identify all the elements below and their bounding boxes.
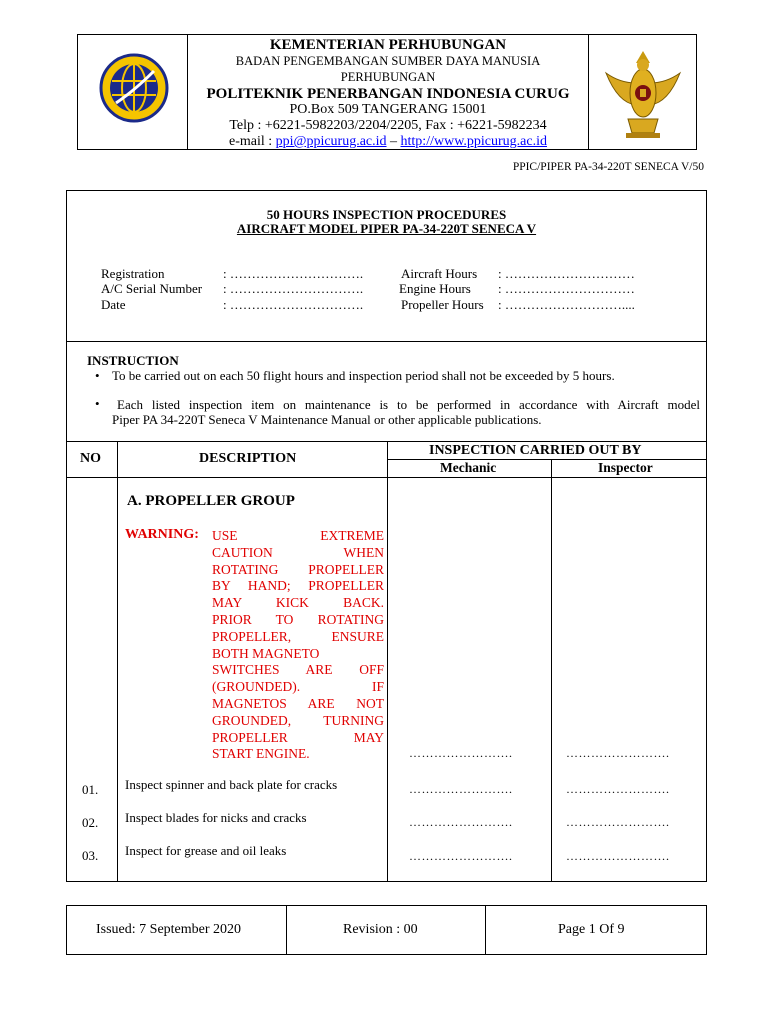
footer <box>66 905 707 955</box>
page-number: Page 1 Of 9 <box>558 922 625 937</box>
revision: Revision : 00 <box>343 922 418 937</box>
separator: – <box>386 134 401 149</box>
column-no: NO <box>80 451 101 466</box>
column-inspector: Inspector <box>598 460 653 475</box>
serial-number-field[interactable]: : …………………………. <box>223 281 364 296</box>
warning-line: PROPELLER, ENSURE <box>212 628 384 644</box>
item-description: Inspect for grease and oil leaks <box>125 843 287 858</box>
item-mechanic-signature[interactable]: ……………………. <box>409 849 513 863</box>
warning-text <box>212 528 384 763</box>
warning-line: PRIOR TO ROTATING <box>212 611 384 627</box>
email-link[interactable]: ppi@ppicurug.ac.id <box>275 134 387 149</box>
registration-label: Registration <box>101 266 165 281</box>
registration-field[interactable]: : …………………………. <box>223 266 364 281</box>
item-mechanic-signature[interactable]: ……………………. <box>409 815 513 829</box>
email-label: e-mail : <box>229 134 276 149</box>
warning-line: CAUTION WHEN <box>212 544 384 560</box>
inspection-form <box>66 190 707 882</box>
warning-line: MAGNETOS ARE NOT <box>212 695 384 711</box>
warning-line: USE EXTREME <box>212 528 384 543</box>
ministry-name: KEMENTERIAN PERHUBUNGAN <box>269 37 507 53</box>
warning-line: BOTH MAGNETO <box>212 645 320 661</box>
date-field[interactable]: : …………………………. <box>223 297 364 312</box>
instruction-item-2b: Piper PA 34-220T Seneca V Maintenance Manual or other applicable publications. <box>112 412 542 427</box>
warning-line: MAY KICK BACK. <box>212 595 384 611</box>
aircraft-hours-label: Aircraft Hours <box>401 266 478 281</box>
warning-line: ROTATING PROPELLER <box>212 561 384 577</box>
garuda-emblem-icon <box>598 43 688 143</box>
propeller-hours-label: Propeller Hours <box>401 297 484 312</box>
contact-line <box>188 134 588 150</box>
warning-line: (GROUNDED). IF <box>212 679 384 695</box>
warning-label: WARNING: <box>125 527 199 542</box>
item-mechanic-signature[interactable]: ……………………. <box>409 782 513 796</box>
item-inspector-signature[interactable]: ……………………. <box>566 782 670 796</box>
serial-number-label: A/C Serial Number <box>101 281 203 296</box>
item-inspector-signature[interactable]: ……………………. <box>566 815 670 829</box>
section-title: A. PROPELLER GROUP <box>127 493 295 509</box>
item-description: Inspect spinner and back plate for cracks <box>125 777 338 792</box>
warning-inspector-signature[interactable]: ……………………. <box>566 746 670 760</box>
warning-line: GROUNDED, TURNING <box>212 712 384 728</box>
warning-line: PROPELLER MAY <box>212 729 384 745</box>
agency-line1: BADAN PENGEMBANGAN SUMBER DAYA MANUSIA <box>235 54 541 68</box>
ministry-logo-icon <box>98 51 170 125</box>
item-description: Inspect blades for nicks and cracks <box>125 810 307 825</box>
warning-mechanic-signature[interactable]: ……………………. <box>409 746 513 760</box>
form-title: 50 HOURS INSPECTION PROCEDURES <box>266 207 507 222</box>
column-mechanic: Mechanic <box>440 460 497 475</box>
instruction-heading: INSTRUCTION <box>87 353 179 368</box>
instruction-item-2a: Each listed inspection item on maintenance is to be performed in accordance with Aircraft model <box>117 397 700 412</box>
letterhead-text <box>188 35 588 150</box>
instruction-item-1: To be carried out on each 50 flight hours and inspection period shall not be exceeded by 5 hours. <box>112 368 615 383</box>
aircraft-hours-field[interactable]: : ………………………… <box>498 266 635 281</box>
agency-line2: PERHUBUNGAN <box>340 70 436 84</box>
propeller-hours-field[interactable]: : ……………………….... <box>498 297 635 312</box>
warning-line: SWITCHES ARE OFF <box>212 662 384 678</box>
address: PO.Box 509 TANGERANG 15001 <box>289 102 487 117</box>
date-label: Date <box>101 297 126 312</box>
bullet-1: • <box>95 368 100 383</box>
warning-line: BY HAND; PROPELLER <box>212 578 384 594</box>
aircraft-model-title: AIRCRAFT MODEL PIPER PA-34-220T SENECA V <box>236 221 537 236</box>
item-number: 01. <box>82 782 99 797</box>
item-inspector-signature[interactable]: ……………………. <box>566 849 670 863</box>
bullet-2: • <box>95 396 100 411</box>
letterhead <box>77 34 697 150</box>
item-number: 03. <box>82 848 99 863</box>
engine-hours-field[interactable]: : ………………………… <box>498 281 635 296</box>
website-link[interactable]: http://www.ppicurug.ac.id <box>400 134 547 149</box>
warning-line: START ENGINE. <box>212 746 310 762</box>
column-inspection: INSPECTION CARRIED OUT BY <box>429 443 642 458</box>
issued-date: Issued: 7 September 2020 <box>96 922 242 937</box>
item-number: 02. <box>82 815 99 830</box>
column-description: DESCRIPTION <box>199 451 297 466</box>
engine-hours-label: Engine Hours <box>399 281 471 296</box>
phone: Telp : +6221-5982203/2204/2205, Fax : +6221-5982234 <box>229 118 547 133</box>
institution-name: POLITEKNIK PENERBANGAN INDONESIA CURUG <box>206 86 570 102</box>
document-code: PPIC/PIPER PA-34-220T SENECA V/50 <box>512 161 704 173</box>
